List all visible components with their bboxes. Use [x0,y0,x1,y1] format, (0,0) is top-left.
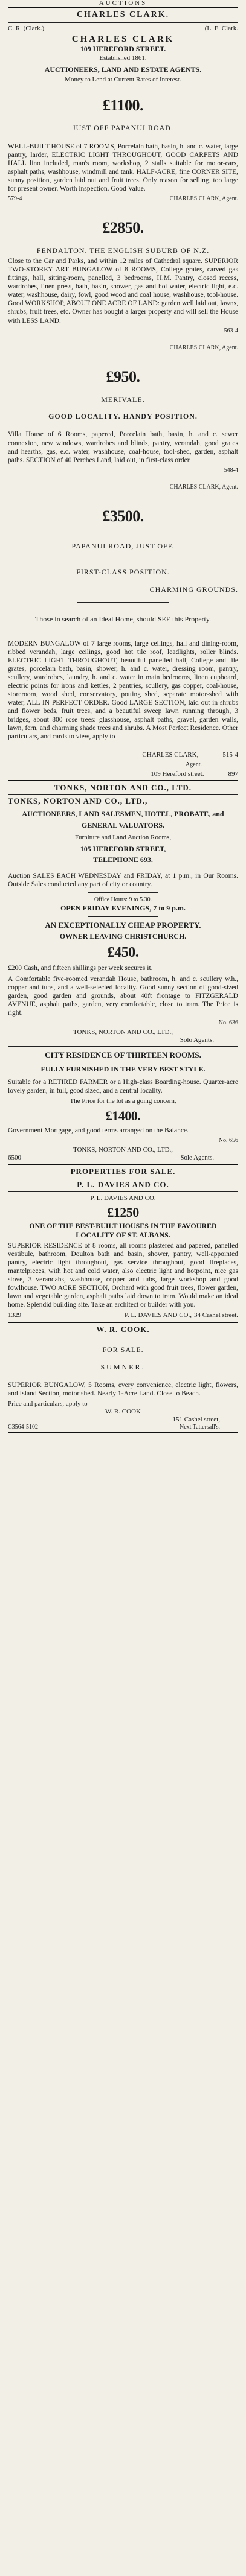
listing-body: WELL-BUILT HOUSE of 7 ROOMS, Porcelain bath, basin, h. and c. water, large pantry, larder, ELECTRIC LIGHT THROUGHOUT, GOOD CARPETS AND HALL lino included, man's room, workshop, 2 stalls suitable for motor-cars, asphalt paths, washhouse, windmill and tank. HALF-ACRE, fine CORNER SITE, sunny position, garden laid out and fruit trees. Only reason for selling, too large for present owner. Worth inspection. Good Value. [8,142,238,192]
tonks-terms: £200 Cash, and fifteen shillings per week secures it. [8,964,153,972]
davies-price: £1250 [107,1205,139,1220]
short-divider [88,916,157,917]
davies-ref: 1329 [8,1312,21,1319]
divider [8,794,238,795]
davies-signature [8,1312,238,1319]
davies-agent: P. L. DAVIES AND CO., [124,1312,192,1319]
tonks-body: A Comfortable five-roomed verandah House, bathroom, h. and c. scullery w.h., copper and tubs, and a well-selected locality. Good sunny section of good-sized garden, good garden and grounds, about 40ft frontage to FITZGERALD AVENUE, asphalt paths, garden, very comfortable, close to tram. The Price is right. [8,975,238,1017]
listing-ref: 515-4 [222,751,238,759]
divider [8,1191,238,1192]
listing [8,367,238,491]
cook-price-line: Price and particulars, apply to [8,1400,88,1407]
listing-agent: CHARLES CLARK, Agent. [169,195,238,202]
listing-price: £3500. [102,507,144,525]
listing-address-row [8,770,238,778]
listing-agent: CHARLES CLARK, [142,751,199,759]
tonks-open-friday: OPEN FRIDAY EVENINGS, 7 to 9 p.m. [60,904,186,913]
listing-price: £950. [106,367,140,385]
tonks-furniture: Furniture and Land Auction Rooms, [74,834,172,842]
cook-ref: C3564-5102 [8,1424,38,1431]
listing-signature [8,344,238,352]
tonks-suitable: Suitable for a RETIRED FARMER or a High-class Boarding-house. Quarter-acre lovely garden, in full, good sized, and a central locality. [8,1078,238,1094]
tonks-ref-3: 6500 [8,1154,21,1162]
tonks-signature-2 [8,1137,238,1144]
short-divider [88,892,157,893]
tonks-solo: Solo Agents. [180,1036,214,1044]
listing-caption-2: CHARMING GROUNDS. [149,585,238,594]
tonks-exceptional: AN EXCEPTIONALLY CHEAP PROPERTY. [45,920,201,930]
listing-price: £2850. [102,218,144,236]
agency-heading: CHARLES CLARK. [76,10,170,19]
cook-for-sale: FOR SALE. [102,1345,144,1354]
davies-head: P. L. DAVIES AND CO. [77,1180,169,1190]
divider [8,22,238,23]
short-divider [77,602,169,603]
cook-banner: W. R. COOK. [96,1324,150,1334]
initials-right: (L. E. Clark. [204,24,238,32]
listing-signature [8,467,238,474]
listing-ref: 563-4 [224,327,238,334]
divider [8,1164,238,1165]
tonks-trades: AUCTIONEERS, LAND SALESMEN, HOTEL, PROBATE, and GENERAL VALUATORS. [22,810,224,830]
davies-lead: P. L. DAVIES AND CO. [90,1194,156,1202]
listing [8,96,238,203]
trade: AUCTIONEERS, LAND AND ESTATE AGENTS. [44,65,202,74]
listing-ref-2: 897 [228,770,238,778]
tonks-address: 105 HEREFORD STREET, [80,844,166,853]
cook-advert [8,1325,238,1432]
listing-agent: CHARLES CLARK, Agent. [169,483,238,490]
listing-subhead: FENDALTON. THE ENGLISH SUBURB OF N.Z. [36,246,210,255]
listing-address: 109 Hereford street. [151,770,204,778]
listing-signature [8,751,238,759]
listing-body: Close to the Car and Parks, and within 12 miles of Cathedral square. SUPERIOR TWO-STOREY ART BUNGALOW of 8 ROOMS, College grates, carved gas fittings, hall, sitting-room, panelled, 3 bedrooms, H.M. Pantry, closed recess, wardrobes, linen press, bath, basin, shower, gas and hot water, electric light, e.c. water, washhouse, dairy, fowl, good wood and coal house, washhouse, tool-house. Good WORKSHOP, ABOUT ONE ACRE OF LAND: garden well laid out, lawns, shrubs, fruit trees, etc. Owner has bought a larger property and will sell the House with LESS LAND. [8,258,238,325]
listing-signature [8,328,238,335]
listing-body: Villa House of 6 Rooms, papered, Porcelain bath, basin, h. and c. sewer connexion, new windows, wardrobes and blinds, pantry, verandah, good grates and hearths, gas, e.c. water, washhouse, coal-house, tool-shed, garden, asphalt paths. SECTION of 40 Perches Land, laid out, in first-class order. [8,431,238,464]
tonks-city: CITY RESIDENCE OF THIRTEEN ROOMS. [45,1050,201,1060]
tonks-price-2: £1400. [105,1108,141,1123]
tonks-hours: Office Hours: 9 to 5.30. [94,896,152,904]
agency-initials [8,25,238,33]
cook-sumner: SUMNER. [100,1362,146,1371]
listing-agent-suffix: Agent. [186,761,202,768]
divider [8,1046,238,1047]
davies-tag: ONE OF THE BEST-BUILT HOUSES IN THE FAVOURED LOCALITY OF ST. ALBANS. [29,1222,217,1239]
tonks-sales: Auction SALES EACH WEDNESDAY and FRIDAY, at 1 p.m., in Our Rooms. Outside Sales conducted any part of city or country. [8,872,238,889]
advert-column [8,0,238,1433]
divider [8,7,238,8]
listing-signature [8,484,238,491]
tonks-firm: TONKS, NORTON AND CO., LTD., [73,1028,173,1036]
tonks-footer [8,1154,238,1162]
listing-price: £1100. [102,97,144,115]
cook-agent: W. R. COOK [105,1408,141,1416]
tonks-solo-2: Sole Agents. [180,1154,214,1162]
listing-caption: GOOD LOCALITY. HANDY POSITION. [48,412,198,421]
tonks-furnished: FULLY FURNISHED IN THE VERY BEST STYLE. [40,1064,206,1073]
tonks-firm-2: TONKS, NORTON AND CO., LTD., [73,1146,173,1154]
agency-name: CHARLES CLARK [71,34,175,44]
davies-address: 34 Cashel street. [193,1312,238,1319]
divider [8,780,238,781]
listing-caption: FIRST-CLASS POSITION. [76,568,170,577]
listing-subhead: PAPANUI ROAD, JUST OFF. [71,541,175,550]
davies-advert [8,1167,238,1320]
divider [8,1322,238,1323]
established: Established 1861. [99,54,147,62]
listing-signature [8,195,238,203]
tonks-signature [8,1020,238,1027]
davies-body: SUPERIOR RESIDENCE of 8 rooms, all rooms plastered and papered, panelled vestibule, bathroom, Doulton bath and basin, shower, pantry, well-appointed pantry, electric light throughout, gas service throughout, good fireplaces, mantelpieces, with hot and cold water, also electric light and hotpoint, nice gas stove, 3 verandahs, washhouse, copper and tubs, large workshop and good fowlhouse. TWO ACRE SECTION, Orchard with good fruit trees, flower garden, lawn and vegetable garden, asphalt paths laid down to tram. Would make an ideal home. Splendid building site. Take an architect or builder with you. [8,1242,238,1309]
tonks-ref: No. 636 [218,1019,238,1026]
initials-left: C. R. (Clark.) [8,24,45,32]
tonks-mortgage: Government Mortgage, and good terms arranged on the Balance. [8,1127,189,1135]
divider [8,1432,238,1433]
cook-body: SUPERIOR BUNGALOW, 5 Rooms, every convenience, electric light, flowers, and Island Section, motor shed. Nearly 1-Acre Land. Close to Beach. [8,1381,238,1397]
listing-ref: 548-4 [224,466,238,474]
tonks-ref-2: No. 656 [218,1137,238,1144]
tonks-price-line: The Price for the lot as a going concern, [70,1097,176,1105]
tonks-owner: OWNER LEAVING CHRISTCHURCH. [59,932,187,941]
listing-note: Those in search of an Ideal Home, should SEE this Property. [34,614,212,623]
tonks-price: £450. [107,944,139,960]
listing-subhead: MERIVALE. [101,395,145,404]
tonks-lead: TONKS, NORTON AND CO., LTD., [8,796,148,806]
section-heading-cut: AUCTIONS [99,0,147,6]
money-to-lend: Money to Lend at Current Rates of Interest. [65,75,181,83]
listing-subhead: JUST OFF PAPANUI ROAD. [73,124,173,133]
davies-banner: PROPERTIES FOR SALE. [70,1166,176,1176]
listing-ref: 579-4 [8,195,22,202]
agency-address: 109 HEREFORD STREET. [80,44,166,53]
tonks-telephone: TELEPHONE 693. [93,855,153,864]
cook-near: Next Tattersall's. [179,1424,220,1431]
listing-body: MODERN BUNGALOW of 7 large rooms, large ceilings, hall and dining-room, ribbed verandah, large ceilings, good hot tile roof, leadlights, roller blinds. ELECTRIC LIGHT THROUGHOUT, beautiful panelled hall, College and tile grates, porcelain bath, basin, shower, h. and c. water, dressing room, pantry, scullery, wardrobes, laundry, h. and c. water in main bedrooms, linen cupboard, electric points for irons and kettles, 2 pantries, scullery, gas copper, coal-house, storeroom, wood shed, conservatory, potting shed, separate motor-shed with water, ALL IN PERFECT ORDER. Good LARGE SECTION, laid out in shrubs and flower beds, fruit trees, and a beautiful sweep lawn running through, 3 bridges, about 800 rose trees: glasshouse, asphalt paths, gravel, garden walls, lawn, fern, and charming shade trees and shrubs. A Most Perfect Residence. Other particulars, and cards to view, apply to [8,640,238,741]
listing-agent: CHARLES CLARK, Agent. [169,344,238,351]
cook-footer [8,1424,238,1431]
tonks-banner: TONKS, NORTON AND CO., LTD. [54,782,192,792]
listing [8,218,238,352]
tonks-advert [8,783,238,1163]
listing [8,507,238,778]
cook-address: 151 Cashel street, [172,1416,220,1424]
